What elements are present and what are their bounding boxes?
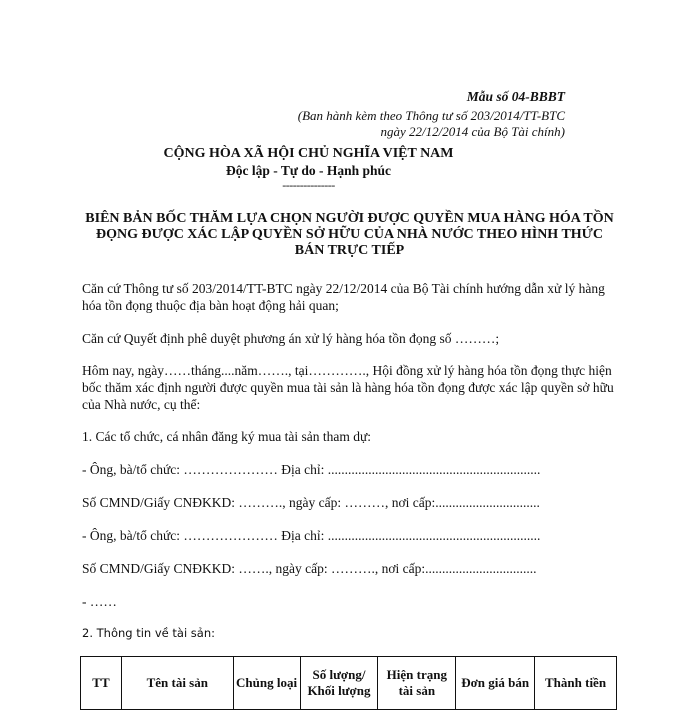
participant-2-id: Số CMND/Giấy CNĐKKD: ……., ngày cấp: ………., nơi cấp:................................. <box>82 561 537 576</box>
issuance-note <box>298 108 565 140</box>
participant-1-id: Số CMND/Giấy CNĐKKD: ………., ngày cấp: ………, nơi cấp:............................... <box>82 495 540 510</box>
participant-1-name-address: - Ông, bà/tổ chức: ………………… Địa chỉ: ............................................................... <box>82 462 541 477</box>
issuance-note-line-2: ngày 22/12/2014 của Bộ Tài chính) <box>380 124 565 139</box>
nation-heading: CỘNG HÒA XÃ HỘI CHỦ NGHĨA VIỆT NAM <box>163 146 454 161</box>
legal-basis-circular: Căn cứ Thông tư số 203/2014/TT-BTC ngày 22/12/2014 của Bộ Tài chính hướng dẫn xử lý hàng hóa tồn đọng thuộc địa bàn hoạt động hải quan; <box>82 281 605 313</box>
section-participants-heading: 1. Các tổ chức, cá nhân đăng ký mua tài sản tham dự: <box>82 429 372 444</box>
column-header-unit-price: Đơn giá bán <box>456 657 535 710</box>
issuance-note-line-1: (Ban hành kèm theo Thông tư số 203/2014/TT-BTC <box>297 108 565 123</box>
legal-basis-decision: Căn cứ Quyết định phê duyệt phương án xử lý hàng hóa tồn đọng số ………; <box>82 331 500 346</box>
column-header-total: Thành tiền <box>535 657 617 710</box>
asset-table <box>80 656 617 710</box>
meeting-statement: Hôm nay, ngày……tháng....năm……., tại…………., Hội đồng xử lý hàng hóa tồn đọng thực hiện bốc thăm xác định người được quyền mua tài sản là hàng hóa tồn đọng được xác lập quyền sở hữu của Nhà nước, cụ thể: <box>82 363 614 412</box>
participant-more: - …… <box>82 594 117 609</box>
column-header-asset-name: Tên tài sản <box>121 657 233 710</box>
asset-table-header-row <box>81 657 617 710</box>
column-header-condition: Hiện trạng tài sản <box>378 657 456 710</box>
separator-line: --------------- <box>282 178 335 192</box>
national-motto: Độc lập - Tự do - Hạnh phúc <box>225 163 392 178</box>
section-asset-info-heading: 2. Thông tin về tài sản: <box>82 626 216 640</box>
document-title: BIÊN BẢN BỐC THĂM LỰA CHỌN NGƯỜI ĐƯỢC QUYỀN MUA HÀNG HÓA TỒN ĐỌNG ĐƯỢC XÁC LẬP QUYỀN SỞ HỮU CỦA NHÀ NƯỚC THEO HÌNH THỨC BÁN TRỰC TIẾP <box>85 211 614 258</box>
column-header-index: TT <box>81 657 122 710</box>
form-number: Mẫu số 04-BBBT <box>466 89 565 104</box>
participant-2-name-address: - Ông, bà/tổ chức: ………………… Địa chỉ: ............................................................... <box>82 528 541 543</box>
column-header-type: Chủng loại <box>233 657 300 710</box>
column-header-quantity: Số lượng/ Khối lượng <box>300 657 378 710</box>
